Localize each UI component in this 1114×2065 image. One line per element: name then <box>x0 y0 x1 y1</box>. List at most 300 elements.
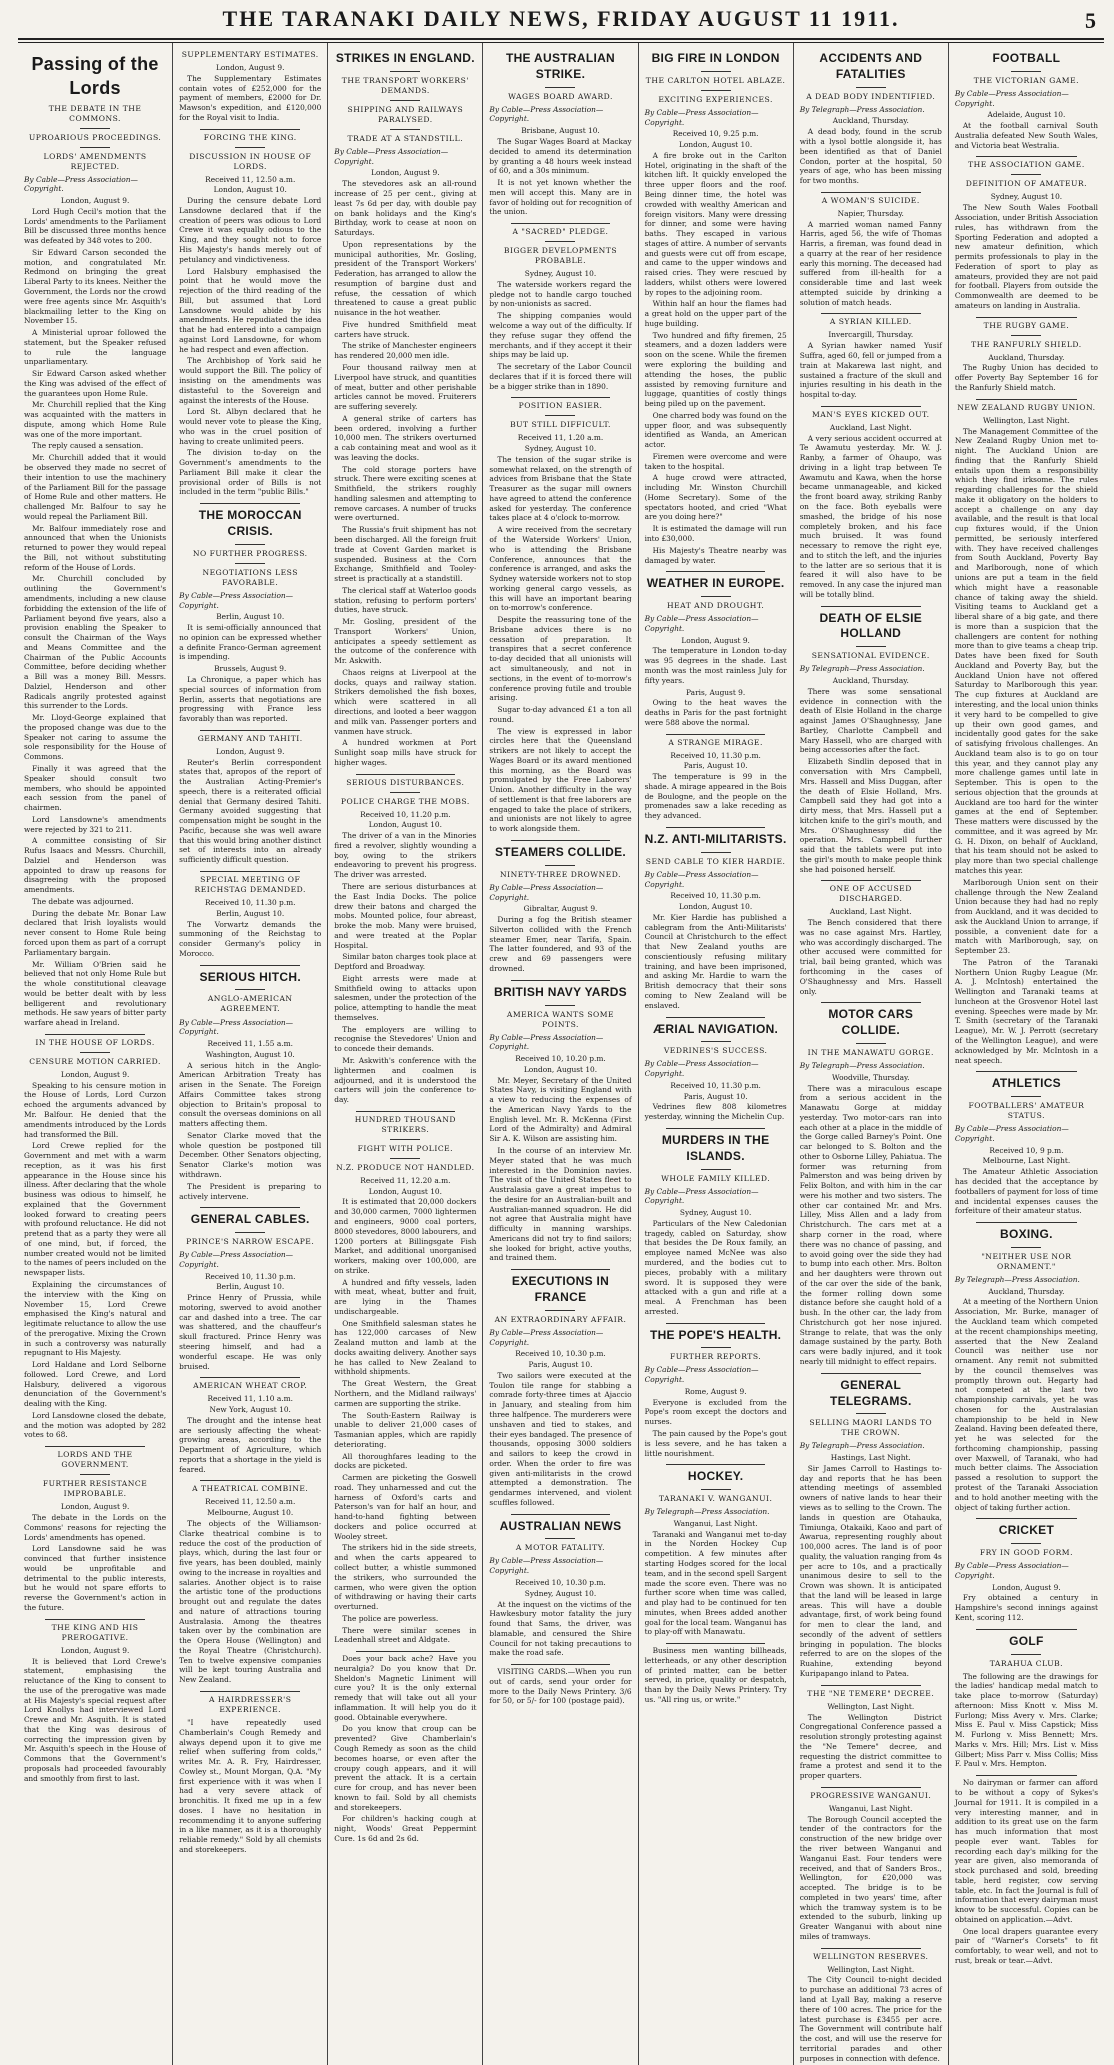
dateline: London, August 10. <box>679 140 753 150</box>
paragraph: Mr. Churchill replied that the King was acquainted with the matters in dispute, among which Home Rule was one of the more important. <box>24 400 167 439</box>
subheading: NEGOTIATIONS LESS FAVORABLE. <box>202 567 298 587</box>
subheading: VEDRINES'S SUCCESS. <box>663 1046 768 1056</box>
paragraph: The objects of the Williamson-Clarke theatrical combine is to reduce the cost of the production of plays, which, during the last four or five years, has been doubled, mainly owing to the increase in royalties and salaries. Another object is to raise the artistic tone of the productions brought out and regulate the dates and nature of attractions touring Australasia. Among the theatres taken over by the combination are the Opera House (Wellington) and the Royal Theatre (Christchurch). Ten to twelve expensive companies will be kept touring Australia and New Zealand. <box>179 1519 322 1685</box>
paragraph: The Amateur Athletic Association has decided that the acceptance by footballers of payment for loss of time and incidental expenses causes the forfeiture of their amateur status. <box>954 1167 1098 1216</box>
paragraph: One Smithfield salesman states he has 122,000 carcases of New Zealand mutton and lamb at the docks awaiting delivery. Another says he has called to New Zealand to withhold shipments. <box>334 1318 477 1377</box>
masthead <box>18 6 1104 40</box>
paragraph: The driver of a van in the Minories fired a revolver, slightly wounding a boy, owing to the strikers endeavoring to prevent his progress. The driver was arrested. <box>334 831 477 880</box>
subheading: HUNDRED THOUSAND STRIKERS. <box>354 1114 456 1134</box>
paragraph: There were similar scenes in Leadenhall street and Aldgate. <box>334 1625 477 1645</box>
paragraph: The Patron of the Taranaki Northern Union Rugby League (Mr. A. J. McIntosh) entertained the Wellington and Taranaki teams at luncheon at the Grosvenor Hotel last evening. Speeches were made by Mr. T. Smith (secretary of the Taranaki League), Mr. W. J. Perrott (secretary of the Wellington League), and were acknowledged by Mr. McIntosh in a neat speech. <box>954 957 1098 1065</box>
paragraph: Carmen are picketing the Goswell road. They unharnessed and cut the harness of Oxford's carts and Paterson's van for half an hour, and hand-to-hand fighting between dockers and police occurred at Wooley street. <box>334 1473 477 1541</box>
short-rule <box>390 1158 420 1159</box>
byline: By Cable—Press Association—Copyright. <box>334 146 449 166</box>
subheading: THE ASSOCIATION GAME. <box>968 160 1085 170</box>
article-headline: N.Z. ANTI-MILITARISTS. <box>644 831 787 846</box>
subheading: IN THE MANAWATU GORGE. <box>807 1047 934 1057</box>
short-rule <box>701 71 731 72</box>
subheading: FRY IN GOOD FORM. <box>979 1548 1073 1558</box>
short-rule <box>701 852 731 853</box>
subheading: EXCITING EXPERIENCES. <box>658 94 773 104</box>
paragraph: During the debate Mr. Bonar Law declared that Irish loyalists would never consent to Home Rule being forced upon them as part of a corrupt Parliamentary bargain. <box>24 908 167 957</box>
dateline: Paris, August 10. <box>683 1091 748 1101</box>
dateline: London, August 10. <box>368 1186 442 1196</box>
dateline: Auckland, Last Night. <box>829 907 912 917</box>
dateline: Rome, August 9. <box>684 1386 747 1396</box>
dateline: Received 10, 10.30 p.m. <box>515 1349 606 1359</box>
section-rule <box>821 192 920 193</box>
paragraph: A fire broke out in the Carlton Hotel, originating in the shaft of the kitchen lift. It quickly enveloped the three upper floors and the roof. Being dinner time, the hotel was crowded with wealthy American and foreign visitors. Many were dressing for dinner, and some were having baths. They escaped in various stages of attire. A number of servants and guests were cut off from escape, and came to the upper windows and raised cries. They were rescued by ladders, whilst others were lowered by ropes to the adjoining room. <box>644 150 787 297</box>
dateline: Sydney, August 10. <box>990 192 1063 202</box>
paragraph: A married woman named Fanny Harris, aged 56, the wife of Thomas Harris, a fireman, was found dead in a quarry at the rear of her residence early this morning. The deceased had suffered from ill-health for a considerable time and last week attempted suicide by drinking a solution of match heads. <box>799 219 942 307</box>
paragraph: A general strike of carters has been ordered, involving a further 10,000 men. The strikers overturned a cab containing meat and wool as it was leaving the docks. <box>334 413 477 462</box>
section-rule <box>821 406 920 407</box>
paragraph: The police are powerless. <box>342 1613 439 1623</box>
article-headline: STRIKES IN ENGLAND. <box>335 51 475 65</box>
paragraph: La Chronique, a paper which has special sources of information from Berlin, asserts that negotiations are progressing with France less favorably than was reported. <box>179 674 322 724</box>
section-rule <box>356 1651 455 1652</box>
dateline: Sydney, August 10. <box>524 1588 597 1598</box>
section-rule <box>976 1518 1076 1519</box>
dateline: Invercargill, Thursday. <box>828 330 914 340</box>
subheading: SUPPLEMENTARY ESTIMATES. <box>181 50 319 59</box>
dateline: Adelaide, August 10. <box>987 110 1066 120</box>
paragraph: Five hundred Smithfield meat carters have struck. <box>334 319 477 339</box>
column-1 <box>18 43 173 2065</box>
short-rule <box>856 1413 886 1414</box>
paragraph: Senator Clarke moved that the whole question be postponed till December. Other Senators objecting, Senator Clarke's motion was withdrawn. <box>179 1130 322 1179</box>
paragraph: Mr. Balfour immediately rose and announced that when the Unionists returned to power they would repeal the Bill, not without substituting reform of the House of Lords. <box>24 523 167 572</box>
subheading: THE RANFURLY SHIELD. <box>971 339 1082 349</box>
dateline: London, August 9. <box>60 1502 130 1512</box>
paragraph: The temperature in London to-day was 95 degrees in the shade. Last month was the most rainless July for fifty years. <box>644 646 787 685</box>
section-rule <box>511 1269 610 1270</box>
article-headline: FOOTBALL <box>992 51 1061 65</box>
byline: By Telegraph—Press Association. <box>799 1441 925 1451</box>
subheading: "NEITHER USE NOR ORNAMENT." <box>981 1251 1072 1271</box>
section-rule <box>821 1685 920 1686</box>
section-rule <box>511 1514 610 1515</box>
paragraph: Two sailors were executed at the Toulon tile range for stabbing a comrade forty-three times at Ajaccio in January, and stealing from him three halfpence. The murderers were unshaven and tied to stakes, and their eyes bandaged. The presence of thousands, opposing 3000 soldiers and sailors to keep the crowd in order. When the order to fire was given anti-militarists in the crowd attempted a demonstration. The gendarmes intervened, and violent scuffles followed. <box>489 1370 632 1507</box>
paragraph: A very serious accident occurred at Te Awamutu yesterday. Mr. W. J. Ranby, a farmer of Ohaupo, was driving in a light trap between Te Awamutu and Kawa, when the horse became unmanageable, and kicked the front board away, striking Ranby on the face. Both eyeballs were smashed, the bridge of his nose completely broken, and his face much bruised. It was found necessary to remove the right eye, and to stitch the left, and the injuries to the latter are so serious that it is feared it will also have to be removed. In any case the injured man will be totally blind. <box>799 433 942 599</box>
dateline: London, August 10. <box>213 185 287 195</box>
dateline: Received 10, 9 p.m. <box>989 1145 1064 1155</box>
subheading: DISCUSSION IN HOUSE OF LORDS. <box>189 151 312 171</box>
paragraph: In the course of an interview Mr. Meyer stated that he was much interested in the Dominion navies. The visit of the United States fleet to Australasia gave a great impetus to the desire for an Australian-built and Australian-manned squadron. He did not agree that Australia might have difficulty in manning warships. Americans did not try to find sailors; she looked for bright, active youths, and trained them. <box>489 1146 632 1263</box>
paragraph: Sir Edward Carson asked whether the King was advised of the effect of the guarantees upon Home Rule. <box>24 369 167 398</box>
short-rule <box>80 128 110 129</box>
subheading: THE "NE TEMERE" DECREE. <box>807 1688 935 1698</box>
paragraph: His Majesty's Theatre nearby was damaged by water. <box>644 545 787 565</box>
byline: By Cable—Press Association—Copyright. <box>179 590 294 610</box>
paragraph: Sir James Carroll to Hastings to-day and reports that he has been attending meetings of assembled owners of native lands to hear their views as to selling to the Crown. The lands in question are Otahauka, Timiunga, Otakaiki, Kaoo and part of Awarua, representing roughly about 100,000 acres. The land is of poor quality, the valuation ranging from 4s per acre to 10s, and a practically unanimous desire to sell to the Crown was shown. It is anticipated that the land will be leased in large areas. This will have a double advantage, first, of work being found for men to clear the land, and secondly of the advent of settlers bringing in population. The blocks referred to are on the slopes of the Ruahine, extending beyond Kuripapango inland to Patea. <box>799 1463 942 1679</box>
dateline: Received 10, 11.30 p.m. <box>204 1271 296 1281</box>
paragraph: Everyone is excluded from the Pope's room except the doctors and nurses. <box>644 1397 787 1427</box>
subheading: A "SACRED" PLEDGE. <box>512 227 609 237</box>
byline: By Telegraph—Press Association. <box>644 1507 770 1517</box>
article-headline: MURDERS IN THE ISLANDS. <box>661 1132 770 1163</box>
paragraph: Reuter's Berlin correspondent states that, apropos of the report of the Australian Acting-Premier's speech, there is a reiterated official denial that Germany desired Tahiti. Germany avoided suggesting that compensation might be sought in the Pacific, because she was well aware that this would bring another distinct set of interests into an already sufficiently difficult question. <box>179 757 322 865</box>
subheading: POLICE CHARGE THE MOBS. <box>340 796 470 806</box>
paragraph: The reply caused a sensation. <box>32 441 144 451</box>
short-rule <box>1011 1654 1041 1655</box>
short-rule <box>1011 335 1041 336</box>
column-4 <box>483 43 638 2065</box>
column-7 <box>949 43 1104 2065</box>
dateline: Auckland, Thursday. <box>988 352 1065 362</box>
dateline: New York, August 10. <box>209 1405 291 1415</box>
short-rule <box>235 1232 265 1233</box>
dateline: London, August 9. <box>215 63 285 73</box>
subheading: BIGGER DEVELOPMENTS PROBABLE. <box>503 246 618 266</box>
article-headline: CRICKET <box>998 1523 1055 1538</box>
paragraph: All thoroughfares leading to the docks are picketed. <box>334 1451 477 1471</box>
short-rule <box>545 1005 575 1006</box>
paragraph: It is not yet known whether the men will accept this. Many are in favor of holding out for recognition of the union. <box>489 178 632 217</box>
paragraph: At the football carnival South Australia defeated New South Wales, and Victoria beat Westralia. <box>954 121 1098 150</box>
short-rule <box>80 147 110 148</box>
dateline: London, August 9. <box>681 635 750 645</box>
paragraph: A wire received from the secretary of the Waterside Workers' Union, who is attending the Brisbane Conference, announces that the conference is arranged, and asks the Sydney waterside workers not to stop working general cargo vessels, as this will have an important bearing on to-morrow's conference. <box>489 525 632 613</box>
subheading: PROGRESSIVE WANGANUI. <box>810 1790 932 1800</box>
paragraph: The pain caused by the Pope's gout is less severe, and he has taken a little nourishment. <box>644 1429 787 1458</box>
subheading: WAGES BOARD AWARD. <box>508 91 613 101</box>
short-rule <box>856 1043 886 1044</box>
paragraph: It is estimated that 20,000 dockers and 30,000 carmen, 7000 lightermen and engineers, 9000 coal porters, 8000 stevedores, 8000 labourers, and 1200 porters at Billingsgate Fish Market, and additional unorganised workers, making over 100,000, are on strike. <box>334 1197 477 1275</box>
section-rule <box>511 223 610 224</box>
paragraph: Sugar to-day advanced £1 a ton all round. <box>489 705 632 724</box>
byline: By Cable—Press Association—Copyright. <box>644 869 759 889</box>
dateline: Woodville, Thursday. <box>832 1072 910 1082</box>
paragraph: During a fog the British steamer Silverton collided with the French steamer Emer, near Tarifa, Spain. The latter foundered, and 93 of the crew and 69 passengers were drowned. <box>489 915 632 973</box>
article-headline: THE POPE'S HEALTH. <box>649 1327 782 1342</box>
section-rule <box>821 1373 920 1374</box>
section-rule <box>200 1691 299 1692</box>
subheading: THE RUGBY GAME. <box>983 320 1070 330</box>
dateline: Wellington, Last Night. <box>827 1701 915 1711</box>
subheading: SENSATIONAL EVIDENCE. <box>811 651 930 661</box>
dateline: Paris, August 9. <box>686 687 746 697</box>
section-rule <box>200 129 299 130</box>
paragraph: Do you know that croup can be prevented? Give Chamberlain's Cough Remedy as soon as the child becomes hoarse, or even after the croupy cough appears, and it will prevent the attack. It is a certain cure for croup, and has never been known to fail. Sold by all chemists and storekeepers. <box>334 1724 477 1812</box>
section-rule <box>511 840 610 841</box>
subheading: AN EXTRAORDINARY AFFAIR. <box>494 1314 627 1324</box>
subheading: TRADE AT A STANDSTILL. <box>347 133 464 143</box>
dateline: Gibraltar, August 9. <box>523 904 598 914</box>
subheading: SELLING MAORI LANDS TO THE CROWN. <box>809 1418 933 1438</box>
paragraph: One charred body was found on the upper floor, and was subsequently identified as Wanda, an American actor. <box>644 410 787 450</box>
page-number: 5 <box>1085 8 1096 33</box>
paragraph: Fry obtained a century in Hampshire's second innings against Kent, scoring 112. <box>954 1593 1098 1622</box>
paragraph: Elizabeth Sindlin deposed that in conversation with Mrs Campbell, Mrs. Hassell and Miss Duggan, after the death of Elsie Holland, Mrs. Campbell said they had got into a dirty mess, that Mrs. Hassell put a kitchen knife to the girl's mouth, and Mrs. O'Shaughnessy did the operation. Mrs. Campbell further said that the tablets were put into the girl's mouth to make people think she had poisoned herself. <box>799 757 942 874</box>
short-rule <box>1011 174 1041 175</box>
paragraph: The debate in the Lords on the Commons' reasons for rejecting the Lords' amendments has opened. <box>24 1513 167 1542</box>
paragraph: The Russia's fruit shipment has not been discharged. All the foreign fruit trade at Covent Garden market is suspended. Business at the Corn Exchange, Smithfield and Tooley-street is practically at a standstill. <box>334 525 477 584</box>
section-rule <box>666 1643 765 1644</box>
dateline: London, August 10. <box>679 902 753 912</box>
paragraph: Lord Lansdowne's amendments were rejected by 321 to 211. <box>24 814 167 834</box>
paragraph: There was a miraculous escape from a serious accident in the Manawatu Gorge at midday yesterday. Two motor-cars ran into each other at a place in the middle of the Gorge called Barney's Point. One car belonged to S. Bolton and the other to Osborne Lilley, Pahiatua. The former was returning from Palmerston and was being driven by Felix Bolton, and with him in the car were his mother and two sisters. The other car contained Mr. and Mrs. Lilley, Miss Allen and a lady from Christchurch. The cars met at a sharp corner in the road, where there was no chance of passing, and to avoid going over the side they had to bump into each other. Mrs. Bolton and her daughters were thrown out of the car over the side of the bank, the former rolling down some distance before she caught hold of a bush. In the other car, the lady from Christchurch got her nose injured. Strange to relate, that was the only damage sustained by the party. Both cars were badly injured, and it took nearly till midnight to effect repairs. <box>799 1083 942 1366</box>
dateline: London, August 9. <box>60 196 130 206</box>
dateline: Sydney, August 10. <box>679 1208 752 1218</box>
section-rule <box>666 827 765 828</box>
dateline: Sydney, August 10. <box>524 269 597 279</box>
subheading: GERMANY AND TAHITI. <box>197 733 303 743</box>
subheading: WELLINGTON RESERVES. <box>813 1951 929 1961</box>
byline: By Telegraph—Press Association. <box>799 1060 925 1070</box>
section-rule <box>511 980 610 981</box>
byline: By Cable—Press Association—Copyright. <box>489 1327 604 1347</box>
subheading: A THEATRICAL COMBINE. <box>192 1484 309 1494</box>
short-rule <box>1011 1096 1041 1097</box>
dateline: Auckland, Thursday. <box>832 676 909 686</box>
dateline: London, August 9. <box>992 1582 1061 1592</box>
subheading: A WOMAN'S SUICIDE. <box>821 195 920 205</box>
paragraph: The clerical staff at Waterloo goods station, refusing to perform porters' duties, have struck. <box>334 585 477 615</box>
subheading: N.Z. PRODUCE NOT HANDLED. <box>336 1162 475 1172</box>
paragraph: The Rugby Union has decided to offer Poverty Bay September 16 for the Ranfurly Shield match. <box>954 363 1098 392</box>
section-rule <box>200 503 299 504</box>
byline: By Telegraph—Press Association. <box>799 664 925 674</box>
article-headline: BOXING. <box>1000 1227 1053 1242</box>
short-rule <box>701 1169 731 1170</box>
paragraph: Mr. Askwith's conference with the lightermen and coalmen is adjourned, and it is understood the carters will join the conference to-day. <box>334 1056 477 1105</box>
short-rule <box>235 147 265 148</box>
dateline: Napier, Thursday. <box>837 208 904 218</box>
paragraph: Mr. Kier Hardie has published a cablegram from the Anti-Militarists' Council at Christchurch to the effect that New Zealand youths are conscientiously refusing military training, and have been imprisoned, and asking Mr. Hardie to warn the British democracy that their sons coming to New Zealand will be enslaved. <box>644 912 787 1010</box>
paragraph: Lord Crewe replied for the Government and met with a warm reception, as it was his first appearance in the House since his illness. After declaring that the whole business was odious to himself, he explained that the Government looked forward to creating peers with profound reluctance. He did not pretend that as a party they were all of one mind, but, if forced, the number created would not be limited to the names of peers included on the newspaper lists. <box>24 1141 167 1278</box>
section-rule <box>976 1629 1076 1630</box>
paragraph: Lord Haldane and Lord Selborne followed. Lord Crewe, and Lord Halsbury, delivered a vigorous denunciation of the Government's dealing with the King. <box>24 1360 167 1409</box>
section-rule <box>511 1664 610 1665</box>
section-rule <box>200 1377 299 1378</box>
short-rule <box>545 415 575 416</box>
paragraph: The division to-day on the Government's amendments to the Parliament Bill make it clear the provisional order of Bills is not included in the term "public Bills." <box>179 448 322 497</box>
subheading: THE KING AND HIS PREROGATIVE. <box>51 1622 139 1642</box>
paragraph: Particulars of the New Caledonian tragedy, cabled on Saturday, show that besides the De Roux family, an employee named McNee was also murdered, and the bodies cut to pieces, probably with a military sword. It is supposed they were attacked with a gun and rifle at a meal. A Frenchman has been arrested. <box>644 1218 787 1316</box>
paragraph: No dairyman or farmer can afford to be without a copy of Sykes's Journal for 1911. It is compiled in a very interesting manner, and in addition to its great use on the farm has much information that most people ever want. Tables for recording each day's milking for the year are given, also memoranda of stock purchased and sold, breeding table, herd register, cow serving table, etc. In fact the Journal is full of information that every dairyman must know to be successful. Copies can be obtained on application.—Advt. <box>954 1778 1098 1924</box>
dateline: Received 11, 12.50 a.m. <box>205 1497 296 1507</box>
article-headline: WEATHER IN EUROPE. <box>646 576 785 591</box>
short-rule <box>701 90 731 91</box>
section-rule <box>200 871 299 872</box>
paragraph: Lord Hugh Cecil's motion that the Lords' amendments to the Parliament Bill be discussed three months hence was defeated by 348 votes to 200. <box>24 206 167 246</box>
subheading: BUT STILL DIFFICULT. <box>510 420 611 430</box>
paragraph: Prince Henry of Prussia, while motoring, swerved to avoid another car and dashed into a tree. The car was shattered, and the chauffeur's skull fractured. Prince Henry was steering himself, and had a wonderful escape. He was only bruised. <box>179 1293 322 1371</box>
article-headline: BRITISH NAVY YARDS <box>493 984 627 999</box>
paragraph: A Ministerial uproar followed the statement, but the Speaker refused to rule the language unparliamentary. <box>24 328 167 367</box>
subheading: FURTHER RESISTANCE IMPROBABLE. <box>42 1479 148 1499</box>
paragraph: A hundred workmen at Port Sunlight soap mills have struck for higher wages. <box>334 738 477 767</box>
dateline: Melbourne, August 10. <box>207 1508 294 1518</box>
subheading: THE VICTORIAN GAME. <box>973 75 1080 85</box>
short-rule <box>1011 1247 1041 1248</box>
dateline: Received 10, 11.30 p.m. <box>204 898 296 908</box>
article-headline: THE AUSTRALIAN STRIKE. <box>505 51 616 81</box>
paragraph: Similar baton charges took place at Deptford and Broadway. <box>334 952 477 972</box>
article-headline: GENERAL TELEGRAMS. <box>829 1377 912 1408</box>
byline: By Cable—Press Association—Copyright. <box>644 614 759 633</box>
section-rule <box>45 1446 144 1447</box>
section-rule <box>45 1619 144 1620</box>
dateline: London, August 9. <box>60 1069 130 1079</box>
paragraph: A committee consisting of Sir Rufus Isaacs and Messrs. Churchill, Dalziel and Henderson was appointed to draw up reasons for disagreeing with the proposed amendments. <box>24 836 167 895</box>
subheading: MAN'S EYES KICKED OUT. <box>812 409 930 419</box>
dateline: Received 11, 12.50 a.m. <box>205 174 296 184</box>
short-rule <box>701 1489 731 1490</box>
short-rule <box>701 1347 731 1348</box>
masthead-title: THE TARANAKI DAILY NEWS, FRIDAY AUGUST 11 1911. <box>222 6 900 31</box>
paragraph: During the censure debate Lord Lansdowne declared that if the creation of peers was odious to Lord Crewe it was equally odious to the King, and they sought not to force His Majesty's hands merely out of petulancy and vindictiveness. <box>179 196 322 264</box>
paragraph: Finally it was agreed that the Speaker should consult two members, who should be appointed each session from the panel of chairmen. <box>24 763 167 813</box>
paragraph: The Sugar Wages Board at Mackay decided to amend its determination by granting a 48 hours week instead of 60, and a 30s minimum. <box>489 136 632 176</box>
short-rule <box>545 87 575 88</box>
dateline: Received 10, 11.30 p.m. <box>670 891 761 901</box>
paragraph: Mr. Gosling, president of the Transport Workers' Union, anticipates a speedy settlement as the outcome of the conference with Mr. Askwith. <box>334 617 477 666</box>
subheading: POSITION EASIER. <box>518 401 603 411</box>
byline: By Cable—Press Association—Copyright. <box>179 1017 294 1037</box>
short-rule <box>80 1474 110 1475</box>
dateline: Berlin, August 10. <box>216 908 285 918</box>
byline: By Cable—Press Association—Copyright. <box>489 882 604 902</box>
byline: By Cable—Press Association—Copyright. <box>179 1250 294 1269</box>
paragraph: It is semi-officially announced that no opinion can be expressed whether a definite Franco-German agreement is impending. <box>179 623 322 662</box>
dateline: London, August 9. <box>60 1645 130 1655</box>
section-rule <box>821 1002 920 1003</box>
section-rule <box>45 1034 144 1035</box>
section-rule <box>666 1464 765 1465</box>
paragraph: The Vorwartz demands the summoning of the Reichstag to consider Germany's policy in Morocco. <box>179 919 322 958</box>
section-rule <box>356 1111 455 1112</box>
paragraph: Lord Lansdowne closed the debate, and the motion was adopted by 282 votes to 68. <box>24 1410 167 1440</box>
paragraph: The Great Western, the Great Northern, and the Midland railways' carmen are supporting the strike. <box>334 1379 477 1408</box>
paragraph: The following are the drawings for the ladies' handicap medal match to take place to-morrow (Saturday) afternoon: Miss Knott v. Miss M. Furlong; Miss Avery v. Mrs. Clarke; Miss E. Paul v. Miss Capstick; Miss M. Furlong v. Miss Bennett; Mrs. Marks v. Mrs. Hill; Mrs. List v. Miss Gilbert; Miss Parr v. Miss Collis; Miss F. Paul v. Mrs. Hempton. <box>954 1671 1098 1769</box>
subheading: PRINCE'S NARROW ESCAPE. <box>186 1237 315 1247</box>
dateline: Sydney, August 10. <box>524 444 597 454</box>
short-rule <box>390 1139 420 1140</box>
subheading: DEFINITION OF AMATEUR. <box>965 179 1088 189</box>
paragraph: Mr. Churchill concluded by outlining the Government's amendments, including a new clause forbidding the extension of the life of Parliament beyond five years, also a provision enabling the Speaker to consult the Chairman of the Ways and Means Committee and the Chairman of the Public Accounts Committee, before deciding whether a Bill was a money Bill. Messrs. Dalziel, Henderson and other Radicals angrily protested against this surrender to the Lords. <box>24 574 167 711</box>
byline: By Cable—Press Association—Copyright. <box>954 1124 1069 1143</box>
paragraph: Firemen were overcome and were taken to the hospital. <box>644 451 787 471</box>
subheading: NO FURTHER PROGRESS. <box>192 548 308 558</box>
paragraph: A huge crowd were attracted, including Mr. Winston Churchill (Home Secretary). Some of the spectators hooted, and cried "What are you doing here?" <box>644 473 787 522</box>
byline: By Cable—Press Association—Copyright. <box>954 1561 1069 1580</box>
subheading: HEAT AND DROUGHT. <box>666 601 765 611</box>
subheading: LORDS' AMENDMENTS REJECTED. <box>43 151 147 171</box>
subheading: LORDS AND THE GOVERNMENT. <box>57 1450 133 1470</box>
article-headline: BIG FIRE IN LONDON <box>651 51 780 65</box>
short-rule <box>80 1052 110 1053</box>
subheading: UPROARIOUS PROCEEDINGS. <box>28 132 162 142</box>
subheading: THE CARLTON HOTEL ABLAZE. <box>645 75 786 85</box>
section-rule <box>200 1207 299 1208</box>
byline: By Cable—Press Association—Copyright. <box>489 104 604 124</box>
paragraph: The employers are willing to recognise the Stevedores' Union and to concede their demands. <box>334 1024 477 1054</box>
paragraph: The City Council to-night decided to purchase an additional 73 acres of land at Lyall Bay, making a reserve there of 100 acres. The price for the latest purchase is £3455 per acre. The Government will contribute half the cost, and will use the reserve for territorial parades and other purposes in connection with defence. <box>799 1975 942 2063</box>
short-rule <box>235 544 265 545</box>
subheading: TARAHUA CLUB. <box>989 1658 1064 1668</box>
short-rule <box>701 1041 731 1042</box>
paragraph: The cold storage porters have struck. There were exciting scenes at Smithfield, the strikers roughly handling salesmen and attempting to remove carcases. A number of trucks were overturned. <box>334 464 477 523</box>
subheading: SHIPPING AND RAILWAYS PARALYSED. <box>347 104 464 124</box>
article-headline: SERIOUS HITCH. <box>199 969 301 984</box>
dateline: Paris, August 10. <box>528 1360 593 1370</box>
subheading: A DEAD BODY INDENTIFIED. <box>806 91 936 101</box>
paragraph: A hundred and fifty vessels, laden with meat, wheat, butter and fruit, are lying in the Thames undischargeable. <box>334 1277 477 1316</box>
section-rule <box>356 774 455 775</box>
subheading: A HAIRDRESSER'S EXPERIENCE. <box>209 1695 292 1715</box>
paragraph: For children's hacking cough at night, Woods' Great Peppermint Cure. 1s 6d and 2s 6d. <box>334 1814 477 1843</box>
subheading: SPECIAL MEETING OF REICHSTAG DEMANDED. <box>194 875 306 895</box>
subheading: THE DEBATE IN THE COMMONS. <box>48 103 142 123</box>
paragraph: The view is expressed in labor circles here that the Queensland strikers are not likely to accept the Wages Board or its award mentioned this morning, as the Board was promulgated by the Free Laborers' Union. Another difficulty in the way of settlement is that free laborers are engaged to take the place of strikers, and unionists are not likely to agree to work alongside them. <box>489 726 632 834</box>
section-rule <box>666 734 765 735</box>
section-rule <box>200 965 299 966</box>
dateline: Wanganui, Last Night. <box>828 1803 913 1813</box>
short-rule <box>235 563 265 564</box>
paragraph: It is estimated the damage will run into £30,000. <box>644 524 787 544</box>
byline: By Cable—Press Association—Copyright. <box>644 107 759 127</box>
article-headline: GENERAL CABLES. <box>190 1212 310 1227</box>
paragraph: Sir Edward Carson seconded the motion, and congratulated Mr. Redmond on bringing the great Liberal Party to its knees. Neither the Government, the Lords nor the crowd were free agents since Mr. Asquith's blackmailing letter to the King on November 15. <box>24 247 167 326</box>
dateline: Received 10, 10.30 p.m. <box>515 1578 606 1588</box>
paragraph: Chaos reigns at Liverpool at the docks, quays and railway station. Strikers demolished the fish boxes, which were scattered in all directions, and looted a beer waggon and milk van. Passenger porters and vanmen have struck. <box>334 667 477 736</box>
paragraph: Mr. Lloyd-George explained that the proposed change was due to the Speaker not caring to assume the sole responsibility for the House of Commons. <box>24 713 167 762</box>
column-2 <box>173 43 328 2065</box>
dateline: Hastings, Last Night. <box>830 1453 911 1463</box>
subheading: A STRANGE MIRAGE. <box>668 737 763 747</box>
section-rule <box>200 1480 299 1481</box>
dateline: Washington, August 10. <box>205 1049 295 1059</box>
paragraph: The Archbishop of York said he would support the Bill. The policy of insisting on the amendments was distasteful to the Sovereign and against the interests of the House. <box>179 356 322 405</box>
dateline: Received 10, 11.30 p.m. <box>670 750 761 760</box>
dateline: Auckland, Thursday. <box>832 116 909 126</box>
paragraph: Taranaki and Wanganui met to-day in the Norden Hockey Cup competition. A few minutes after starting Hodges scored for the local team, and in the second spell Sargent made the score even. There was no further score when time was called, and play had to be continued for ten minutes, when Brees added another goal for the local team. Wanganui has to play-off with Manawatu. <box>644 1529 787 1637</box>
paragraph: The stevedores ask an all-round increase of 25 per cent., giving at least 7s 6d per day, with double pay on bank holidays and the King's Birthday, work to cease at noon on Saturdays. <box>334 179 477 238</box>
paragraph: Mr. Meyer, Secretary of the United States Navy, is visiting England with a view to reducing the expenses of the American Navy Yards to the English level. Mr. R. McKenna (First Lord of the Admiralty) and Admiral Sir A. K. Wilson are assisting him. <box>489 1075 632 1144</box>
subheading: IN THE HOUSE OF LORDS. <box>35 1037 155 1047</box>
section-rule <box>821 1787 920 1788</box>
paragraph: The South-Eastern Railway is unable to deliver 21,000 cases of Tasmanian apples, which are rapidly deteriorating. <box>334 1410 477 1449</box>
subheading: SERIOUS DISTURBANCES. <box>346 777 465 787</box>
article-headline: HOCKEY. <box>687 1469 744 1484</box>
section-rule <box>976 156 1076 157</box>
short-rule <box>545 241 575 242</box>
subheading: A MOTOR FATALITY. <box>515 1543 606 1553</box>
paragraph: The Supplementary Estimates contain votes of £252,000 for the payment of members, £2000 for Dr. Mawson's expedition, and £120,000 for the Royal visit to India. <box>179 73 322 122</box>
dateline: London, August 9. <box>371 168 440 178</box>
subheading: FORCING THE KING. <box>203 132 297 142</box>
paragraph: VISITING CARDS.—When you run out of cards, send your order for more to the Daily News Printery. 3/6 for 50, or 5/- for 100 (postage paid). <box>489 1667 632 1706</box>
paragraph: Lord Lansdowne said he was convinced that further insistence would be unprofitable and detrimental to the public interests, but he would not spare efforts to reverse the Government's action in the future. <box>24 1544 167 1612</box>
section-rule <box>821 313 920 314</box>
article-headline: Passing of the Lords <box>31 54 159 98</box>
dateline: Received 11, 12.20 a.m. <box>360 1175 451 1185</box>
dateline: London, August 10. <box>368 820 442 830</box>
paragraph: The Borough Council accepted the tender of the contractors for the construction of the new bridge over the river between Wanganui and Wanganui East. Four tenders were received, and that of Sanders Bros., Wellington, for £20,000 was accepted. The bridge is to be completed in two years' time, after which the tramway system is to be extended to the suburb, linking up Greater Wanganui with about nine miles of tramways. <box>799 1814 942 1941</box>
dateline: Berlin, August 10. <box>216 612 285 622</box>
article-headline: THE MOROCCAN CRISIS. <box>198 508 302 538</box>
paragraph: Upon representations by the municipal authorities, Mr. Gosling, president of the Transport Workers' Federation, has arranged to allow the resumption of bargine dust and refuse, the cessation of which threatened to cause a great public nuisance in the hot weather. <box>334 239 477 318</box>
paragraph: A serious hitch in the Anglo-American Arbitration Treaty has arisen in the Senate. The Foreign Affairs Committee takes strong objection to Britain's proposal to consult the overseas dominions on all matters affecting them. <box>179 1060 322 1129</box>
paragraph: The shipping companies would welcome a way out of the difficulty. If they refuse sugar they offend the merchants, and if they accept it their ships may be laid up. <box>489 311 632 360</box>
subheading: FURTHER REPORTS. <box>670 1352 762 1362</box>
paragraph: The waterside workers regard the pledge not to handle cargo touched by non-unionists as sacred. <box>489 279 632 309</box>
dateline: Received 11, 1.20 a.m. <box>517 433 604 443</box>
paragraph: Speaking to his censure motion in the House of Lords, Lord Curzon echoed the arguments advanced by Mr. Balfour. He denied that the amendments introduced by the Lords had transformed the Bill. <box>24 1080 167 1139</box>
subheading: SEND CABLE TO KIER HARDIE. <box>645 856 786 866</box>
